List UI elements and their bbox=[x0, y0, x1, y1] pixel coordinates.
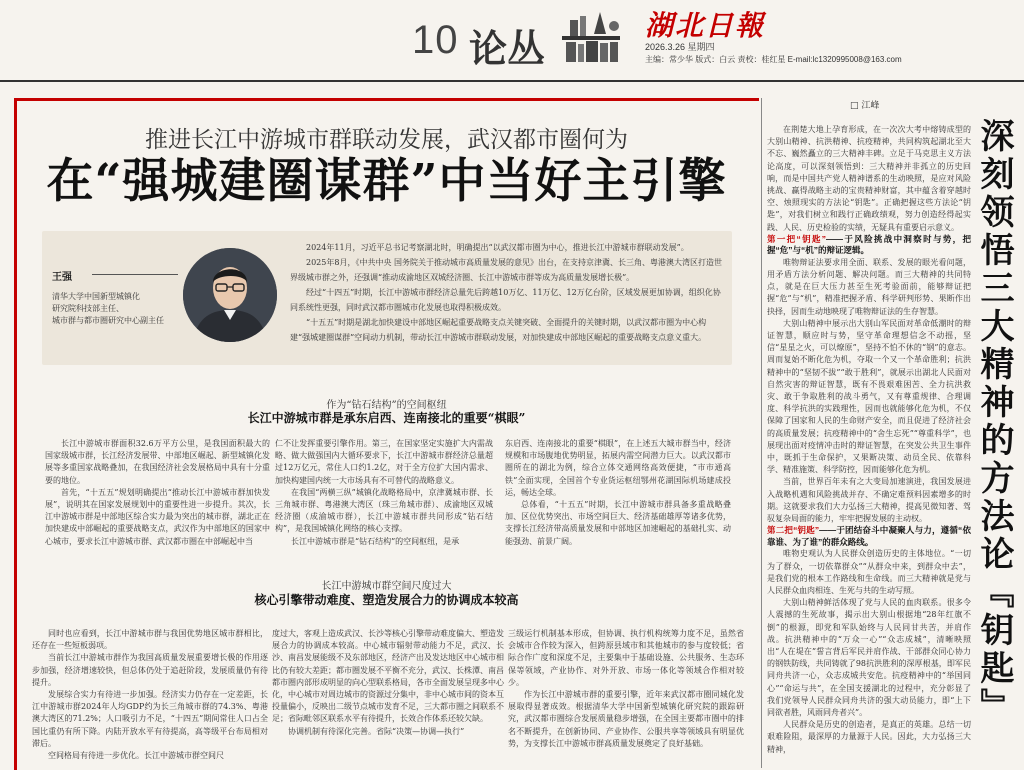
newspaper-logo: 湖北日報 bbox=[645, 9, 766, 42]
section-illustration bbox=[560, 8, 622, 64]
column-divider bbox=[761, 98, 762, 768]
article-headline: 在“强城建圈谋群”中当好主引擎 bbox=[46, 154, 727, 209]
page-number: 10 bbox=[412, 18, 459, 62]
paragraph: 东启西、连南接北的重要“棋眼”，在上述五大城市群当中，经济规模和市场腹地优势明显，拓展内需空间潜力巨大。以武汉都市圈所在的湖北为例，综合立体交通网络高效便捷，“市市通高铁”全面实现，全国首个专业货运枢纽鄂州花湖国际机场建成投运，畅达全球。 bbox=[505, 439, 731, 497]
header-rule bbox=[0, 80, 1024, 82]
section1-column-1 bbox=[45, 438, 270, 548]
paragraph: 在荆楚大地上孕育形成，在一次次大考中熔铸成型的大别山精神、抗洪精神、抗疫精神，共同构筑起湖北至大不忘、巍然矗立的三大精神丰碑。立足于马克思主义方法论高度，可以深刻领悟到：三大精神并非孤立的历史回响，而是中国共产党人精神谱系的生动映照，是应对风险挑战、赢得战略主动的宝贵精神财富，其中蕴含着穿越时空、烛照现实的方法论“钥匙”。正确把握这些方法论“钥匙”，对我们树立和践行正确政绩观，努力创造经得起实践、人民、历史检验的实绩，无疑具有重要启示意义。 bbox=[767, 125, 971, 232]
section1-title: 长江中游城市群是承东启西、连南接北的重要“棋眼” bbox=[247, 411, 526, 425]
affiliation-line: 研究院科技部主任、 bbox=[52, 304, 124, 313]
affiliation-line: 城市群与都市圈研究中心副主任 bbox=[52, 316, 164, 325]
section1-column-2 bbox=[275, 438, 493, 548]
sidebar-subhead-1 bbox=[767, 234, 971, 257]
paragraph: 协调机制有待深化完善。省际“决策—协调—执行” bbox=[288, 726, 465, 736]
issue-date: 2026.3.26 星期四 bbox=[645, 42, 715, 52]
author-divider bbox=[92, 274, 178, 275]
section2-column-2 bbox=[272, 628, 504, 768]
author-photo bbox=[183, 248, 277, 342]
section1-kicker: 作为“钻石结构”的空间枢纽 bbox=[326, 400, 447, 411]
section2-kicker: 长江中游城市群空间尺度过大 bbox=[321, 581, 452, 592]
subhead-number: 第二把“钥匙” bbox=[767, 525, 820, 536]
paragraph: 三级运行机制基本形成，但协调、执行机构统筹力度不足，虽然省会城市合作较为深入，但跨原县域市和其他城市的参与度较低；省际合作广度和深度不足，主要集中于基础设施、公共服务、生态环保等领域，产业协作、对外开放、市场一体化等领域合作相对较少。 bbox=[508, 629, 744, 687]
section2-title: 核心引擎带动难度、塑造发展合力的协调成本较高 bbox=[254, 593, 519, 607]
paragraph: 总体看，“十五五”时期，长江中游城市群具备多重战略叠加、区位优势突出、市场空间巨大、经济基础雄厚等诸多优势，支撑长江经济带高质量发展和中部地区加速崛起的基础扎实、动能强劲、前景广阔。 bbox=[505, 500, 731, 546]
section2-column-1 bbox=[32, 628, 268, 768]
paragraph: 唯物辩证法要求用全面、联系、发展的眼光看问题，用矛盾方法分析问题、解决问题。而三大精神的共同特点，就是在巨大压力甚至生死考验面前，能够辩证把握“危”与“机”，精准把握矛盾、科学研判形势、果断作出抉择，因而生动地映现了唯物辩证法的生存智慧。 bbox=[767, 257, 971, 316]
intro-paragraph: 2025年8月，《中共中央 国务院关于推动城市高质量发展的意见》出台，在支持京津冀、长三角、粤港澳大湾区打造世界级城市群之外，还强调“推动成渝地区双城经济圈、长江中游城市群等成为高质量发展增长极”。 bbox=[290, 258, 722, 282]
author-affiliation bbox=[52, 291, 164, 327]
author-portrait-icon bbox=[183, 248, 277, 342]
paragraph: 发展综合实力有待进一步加强。经济实力仍存在一定差距，长江中游城市群2024年人均GDP约为长三角城市群的74.3%、粤港澳大湾区的71.2%；人口吸引力不足，“十四五”期间常住人口占全国比重仍有所下降。内陆开放水平有待提高，高等级平台布局相对滞后。 bbox=[32, 690, 268, 748]
editor-credits: 主编：常少华 版式：白云 责校：桂红星 E-mail:lc1320995008@163.com bbox=[645, 55, 902, 64]
subhead-text: ——于风险挑战中洞察时与势，把握“危”与“机”的辩证逻辑。 bbox=[767, 233, 971, 256]
subhead-number: 第一把“钥匙” bbox=[767, 233, 827, 244]
paragraph: 长江中游城市群是“钻石结构”的空间枢纽，是承 bbox=[291, 536, 460, 546]
paragraph: 当前，世界百年未有之大变局加速演进，我国发展进入战略机遇和风险挑战并存、不确定难预料因素增多的时期。这就要求我们大力弘扬三大精神，提高见微知著、驾驭复杂局面的能力，牢牢把握发展的主动权。 bbox=[767, 477, 971, 524]
paragraph: 在我国“两横三纵”城镇化战略格局中，京津冀城市群、长三角城市群、粤港澳大湾区（珠三角城市群）、成渝地区双城经济圈（成渝城市群），长江中游城市群共同形成“钻石结构”，是我国城镇化网络的核心支撑。 bbox=[275, 487, 493, 534]
section2-column-3 bbox=[508, 628, 744, 768]
sidebar-byline: □ 江峰 bbox=[850, 101, 880, 111]
sidebar-subhead-2 bbox=[767, 525, 971, 548]
section1-column-3 bbox=[505, 438, 731, 548]
paragraph: 度过大，客观上造成武汉、长沙等核心引擎带动难度偏大、塑造发展合力的协调成本较高。中心城市辐射带动能力不足，武汉、长沙、南昌发展能级不及东部地区，经济产出及发达地区中心城市相比仍有较大差距；都市圈发展不平衡不充分，武汉、长株潭、南昌都市圈内部形成明显的向心型联系格局，各市全面发展呈现多中心化，中心城市对周边城市的资源过分集中，非中心城市间的资本互投量偏小，反映出二级节点城市发育不足，三大都市圈之间联系不足；省际毗邻区联系水平有待提升，长效合作体系还较欠缺。 bbox=[272, 629, 504, 724]
article-kicker: 推进长江中游城市群联动发展，武汉都市圈何为 bbox=[145, 127, 628, 153]
sidebar-article-body bbox=[767, 124, 971, 768]
intro-paragraph: 经过“十四五”时期，长江中游城市群经济总量先后跨越10万亿、11万亿、12万亿台阶，区域发展更加协调，组织化协同系统性更强，同时武汉都市圈城市化发展也取得积极成效。 bbox=[290, 288, 721, 312]
author-name: 王强 bbox=[52, 272, 72, 283]
intro-paragraph: “十五五”时期是湖北加快建设中部地区崛起重要战略支点关键突破、全面提升的关键时期，以武汉都市圈为中心构建“强城建圈谋群”空间动力机制，带动长江中游城市群联动发展，对加快建成中部地区崛起的重要战略支点意义重大。 bbox=[290, 318, 707, 342]
sidebar-vertical-title: 深刻领悟三大精神的方法论『钥匙』 bbox=[974, 118, 1014, 726]
section-title: 论丛 bbox=[469, 26, 546, 71]
intro-text bbox=[290, 240, 726, 345]
paragraph: 大别山精神中展示出大别山军民面对革命低潮时的辩证智慧，顺应时与势，坚守革命理想信念不动摇，坚信“星星之火，可以燎原”，坚持不怕不休的“钢”的意志。周而复始不断化危为机，夺取一个又一个革命胜利；抗洪精神中的“坚韧不拔”“敢于胜利”，就展示出湖北人民面对自然灾害的辩证智慧，既有不畏艰难困苦、全力抗洪救灾、敢于争取胜利的战斗勇气，又有尊重规律、合理调度、科学抗洪的实践理性，因而也就能够化危为机，不仅保障了国家和人民的生命财产安全，而且促进了经济社会的高质量发展；抗疫精神中的“舍生忘死”“尊重科学”，也展现出面对疫情冲击时的辩证智慧，在突发公共卫生事件中，既抓于生命保护，又果断决策、动员全民、依靠科学、精准施策、科学防控，因而能够化危为机。 bbox=[767, 318, 971, 475]
paragraph: 人民群众是历史的创造者，是真正的英雄。总结一切艰难险阻，最深厚的力量源于人民。因此，大力弘扬三大精神， bbox=[767, 720, 971, 754]
paragraph: 唯物史观认为人民群众创造历史的主体地位。“一切为了群众，一切依靠群众”“从群众中来，到群众中去”，是我们党的根本工作路线和生命线。而三大精神就是党与人民群众血肉相连、生死与共的生动写照。 bbox=[767, 549, 971, 595]
paragraph: 首先，“十五五”规划明确提出“推动长江中游城市群加快发展”，说明其在国家发展规划中的重要性进一步提升。其次，长江中游城市群是中部地区综合实力最为突出的城市群，湖北正在加快建成中部崛起的重要战略支点，武汉作为中部地区的国家中心城市，要求长江中游城市群、武汉都市圈在中部崛起中当 bbox=[45, 487, 270, 546]
paragraph: 当前长江中游城市群作为我国高质量发展重要增长极的作用逐步加强，经济增速较快，但总体仍处于追赶阶段，发展质量仍有待提升。 bbox=[32, 653, 268, 687]
paragraph: 同时也应看到，长江中游城市群与我国优势地区城市群相比，还存在一些短板弱项。 bbox=[32, 629, 268, 651]
paragraph: 长江中游城市群面积32.6万平方公里，是我国面积最大的国家级城市群，长江经济发展带、中部地区崛起、新型城镇化发展等多重国家战略叠加，在我国经济社会发展格局中具有十分重要的地位。 bbox=[45, 439, 270, 485]
intro-paragraph: 2024年11月，习近平总书记考察湖北时，明确提出“以武汉都市圈为中心，推进长江中游城市群联动发展”。 bbox=[306, 243, 689, 252]
paragraph: 空间格局有待进一步优化。长江中游城市群空间尺 bbox=[48, 751, 224, 761]
subhead-text: ——于团结奋斗中凝聚人与力，遵循“依靠谁、为了谁”的群众路线。 bbox=[767, 525, 971, 547]
paragraph: 仁不让发挥重要引擎作用。第三，在国家坚定实施扩大内需战略、做大做强国内大循环要求下，长江中游城市群经济总量超过12万亿元，常住人口约1.2亿，对于全方位扩大国内需求、加快构建国内统一大市场具有不可替代的战略意义。 bbox=[275, 439, 493, 485]
paragraph: 大别山精神鲜活体现了党与人民的血肉联系。很多令人震撼的生死故事，揭示出大别山根据地“28年红旗不倒”的根源，即党和军队始终与人民同甘共苦，并肩作战。抗洪精神中的“万众一心”“众志成城”，清晰映照出“人在堤在”誓言背后军民并肩作战、干部群众同心协力的钢铁防线，共同铸就了98抗洪胜利的深厚根基，即军民同舟共济一心，众志成城共安危。抗疫精神中的“举国同心”“命运与共”，在全国支援湖北的过程中，充分彰显了我们党领导人民群众同舟共济的强大动员能力，即“上下同欲者胜，风雨同舟者兴”。 bbox=[767, 598, 971, 717]
affiliation-line: 清华大学中国新型城镇化 bbox=[52, 292, 140, 301]
paragraph: 作为长江中游城市群的重要引擎，近年来武汉都市圈同城化发展取得显著成效。根据清华大学中国新型城镇化研究院的跟踪研究，武汉都市圈综合发展质量稳步增强，在全国主要都市圈中的排名不断提升，在创新协同、产业协作、公服共享等领域具有明显优势，为支撑长江中游城市群高质量发展奠定了良好基础。 bbox=[508, 690, 744, 748]
